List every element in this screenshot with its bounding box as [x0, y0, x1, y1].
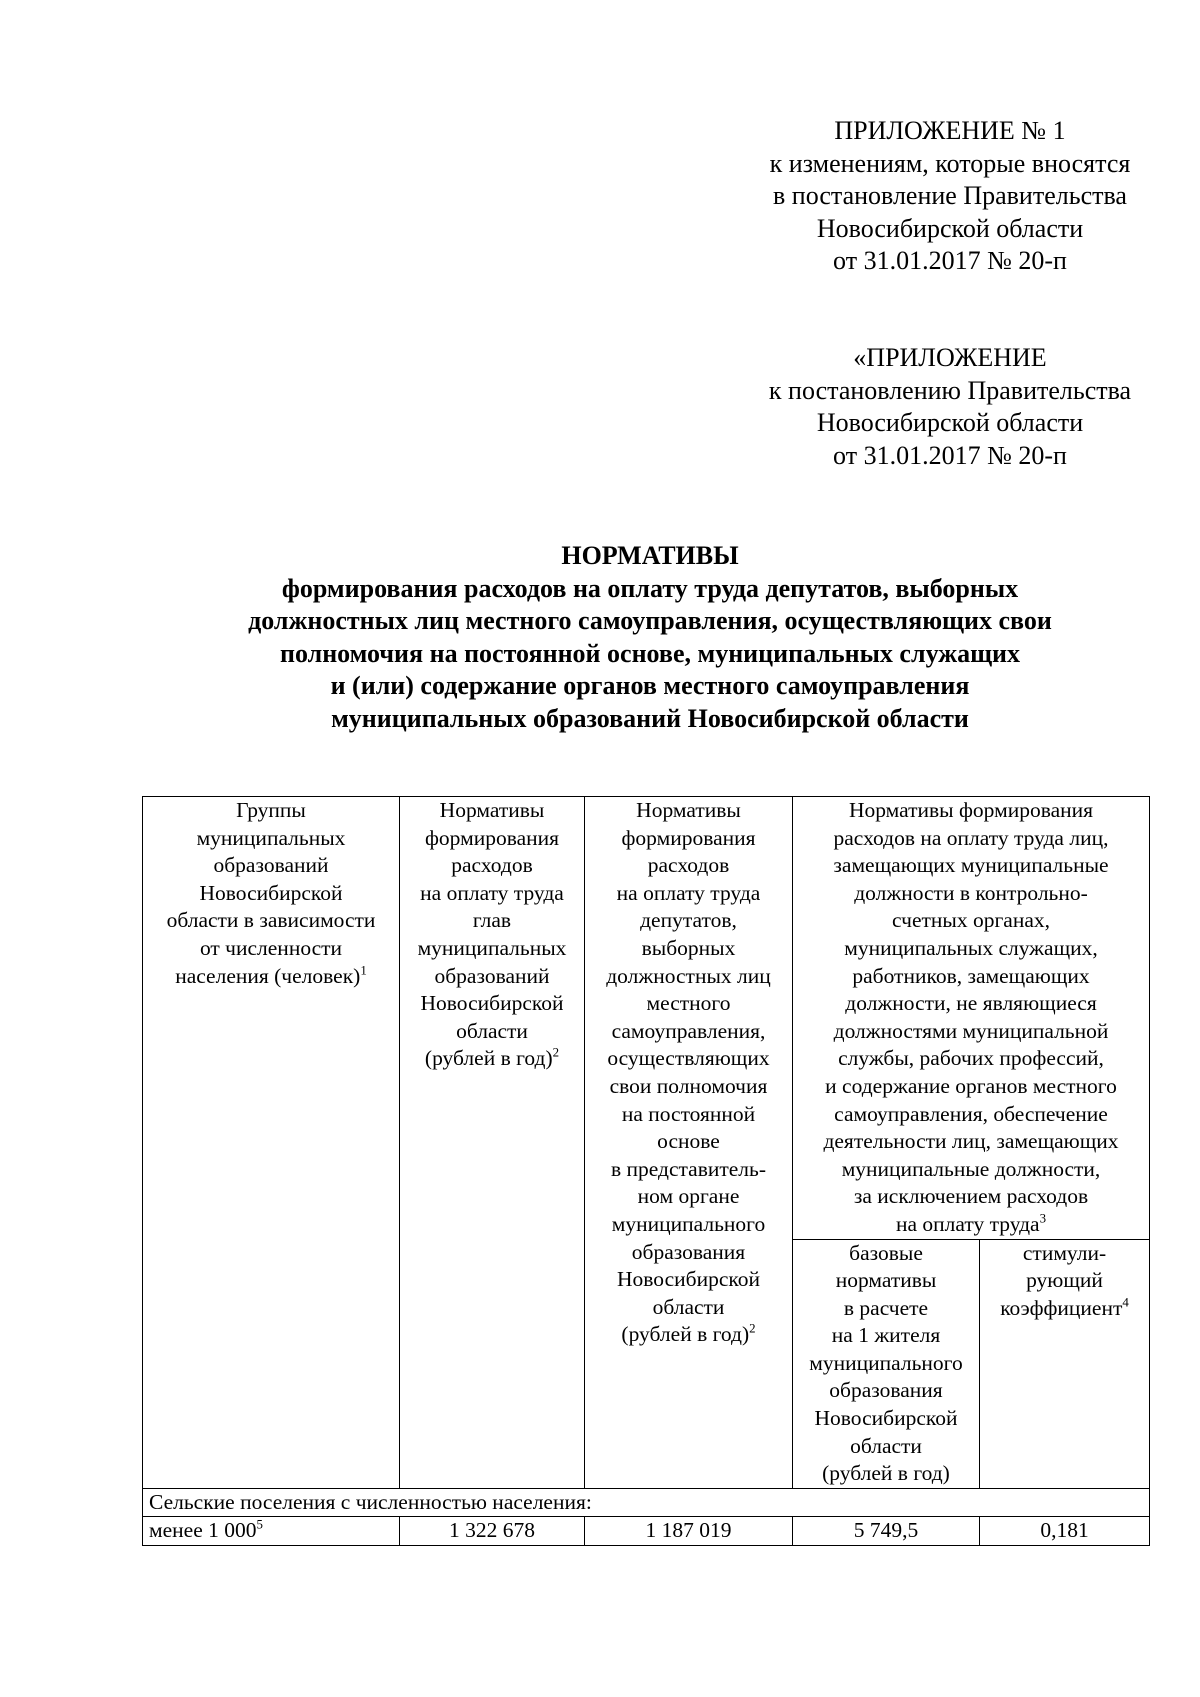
header-deputies-norms: Нормативы формирования расходов на оплату труда депутатов, выборных должностных лиц местного самоуправления, осуществляющих свои полномочия на постоянной основе в представитель- ном органе муниципального образования Новосибирской области (рублей в год)$^2$ — [585, 797, 793, 1489]
appendix-2-header — [740, 342, 1160, 472]
cell-group: менее 1 $000^5$ — [143, 1517, 400, 1546]
header-base-norms: базовые нормативы в расчете на 1 жителя муниципального образования Новосибирской области (рублей в год) — [793, 1239, 980, 1488]
appendix-2-line: «ПРИЛОЖЕНИЕ — [853, 343, 1047, 372]
header-population-groups: Группы муниципальных образований Новосибирской области в зависимости от численности населения (человек)$^1$ — [143, 797, 400, 1489]
title-line: должностных лиц местного самоуправления, осуществляющих свои — [248, 606, 1052, 635]
footnote-marker: 5 — [256, 1518, 263, 1533]
cell-coefficient: 0,181 — [980, 1517, 1150, 1546]
title-line: и (или) содержание органов местного самоуправления — [330, 671, 970, 700]
footnote-marker: 2 — [552, 1045, 560, 1060]
section-rural-settlements: Сельские поселения с численностью населения: — [143, 1488, 1150, 1517]
appendix-1-line: к изменениям, которые вносятся — [769, 148, 1131, 178]
footnote-marker: 1 — [360, 963, 367, 978]
appendix-2-line: к постановлению Правительства — [768, 375, 1132, 405]
header-maintenance-norms: Нормативы формирования расходов на оплату труда лиц, замещающих муниципальные должности в контрольно- счетных органах, муниципальных служащих, работников, замещающих должности, не являющиеся должностями муниципальной службы, рабочих профессий, и содержание органов местного самоуправления, обеспечение деятельности лиц, замещающих муниципальные должности, за исключением расходов на оплату труда$^3$ — [793, 797, 1150, 1240]
header-heads-norms: Нормативы формирования расходов на оплату труда глав муниципальных образований Новосибирской области (рублей в год)$^2$ — [400, 797, 585, 1489]
appendix-1-header — [740, 115, 1160, 278]
footnote-marker: 2 — [749, 1321, 756, 1336]
norms-table — [142, 796, 1150, 1546]
appendix-2-line: Новосибирской области — [816, 408, 1084, 437]
appendix-1-line: от 31.01.2017 № 20-п — [833, 246, 1067, 275]
appendix-1-line: Новосибирской области — [816, 213, 1084, 243]
table-section-row — [143, 1488, 1150, 1517]
cell-heads: 1 322 678 — [400, 1517, 585, 1546]
cell-base: 5 749,5 — [793, 1517, 980, 1546]
title-line: формирования расходов на оплату труда депутатов, выборных — [281, 573, 1019, 603]
title-heading: НОРМАТИВЫ — [561, 541, 739, 570]
header-incentive-coefficient: стимули- рующий коэффициент$^4$ — [980, 1239, 1150, 1488]
cell-deputies: 1 187 019 — [585, 1517, 793, 1546]
appendix-2-line: от 31.01.2017 № 20-п — [833, 440, 1067, 470]
document-title — [100, 540, 1200, 735]
table-row — [143, 1517, 1150, 1546]
title-line: полномочия на постоянной основе, муниципальных служащих — [279, 638, 1021, 668]
appendix-1-line: в постановление Правительства — [773, 181, 1127, 210]
table-header-row — [143, 797, 1150, 1240]
appendix-1-line: ПРИЛОЖЕНИЕ № 1 — [834, 116, 1066, 145]
footnote-marker: 3 — [1039, 1211, 1047, 1226]
title-line: муниципальных образований Новосибирской области — [331, 703, 969, 733]
footnote-marker: 4 — [1122, 1295, 1129, 1310]
